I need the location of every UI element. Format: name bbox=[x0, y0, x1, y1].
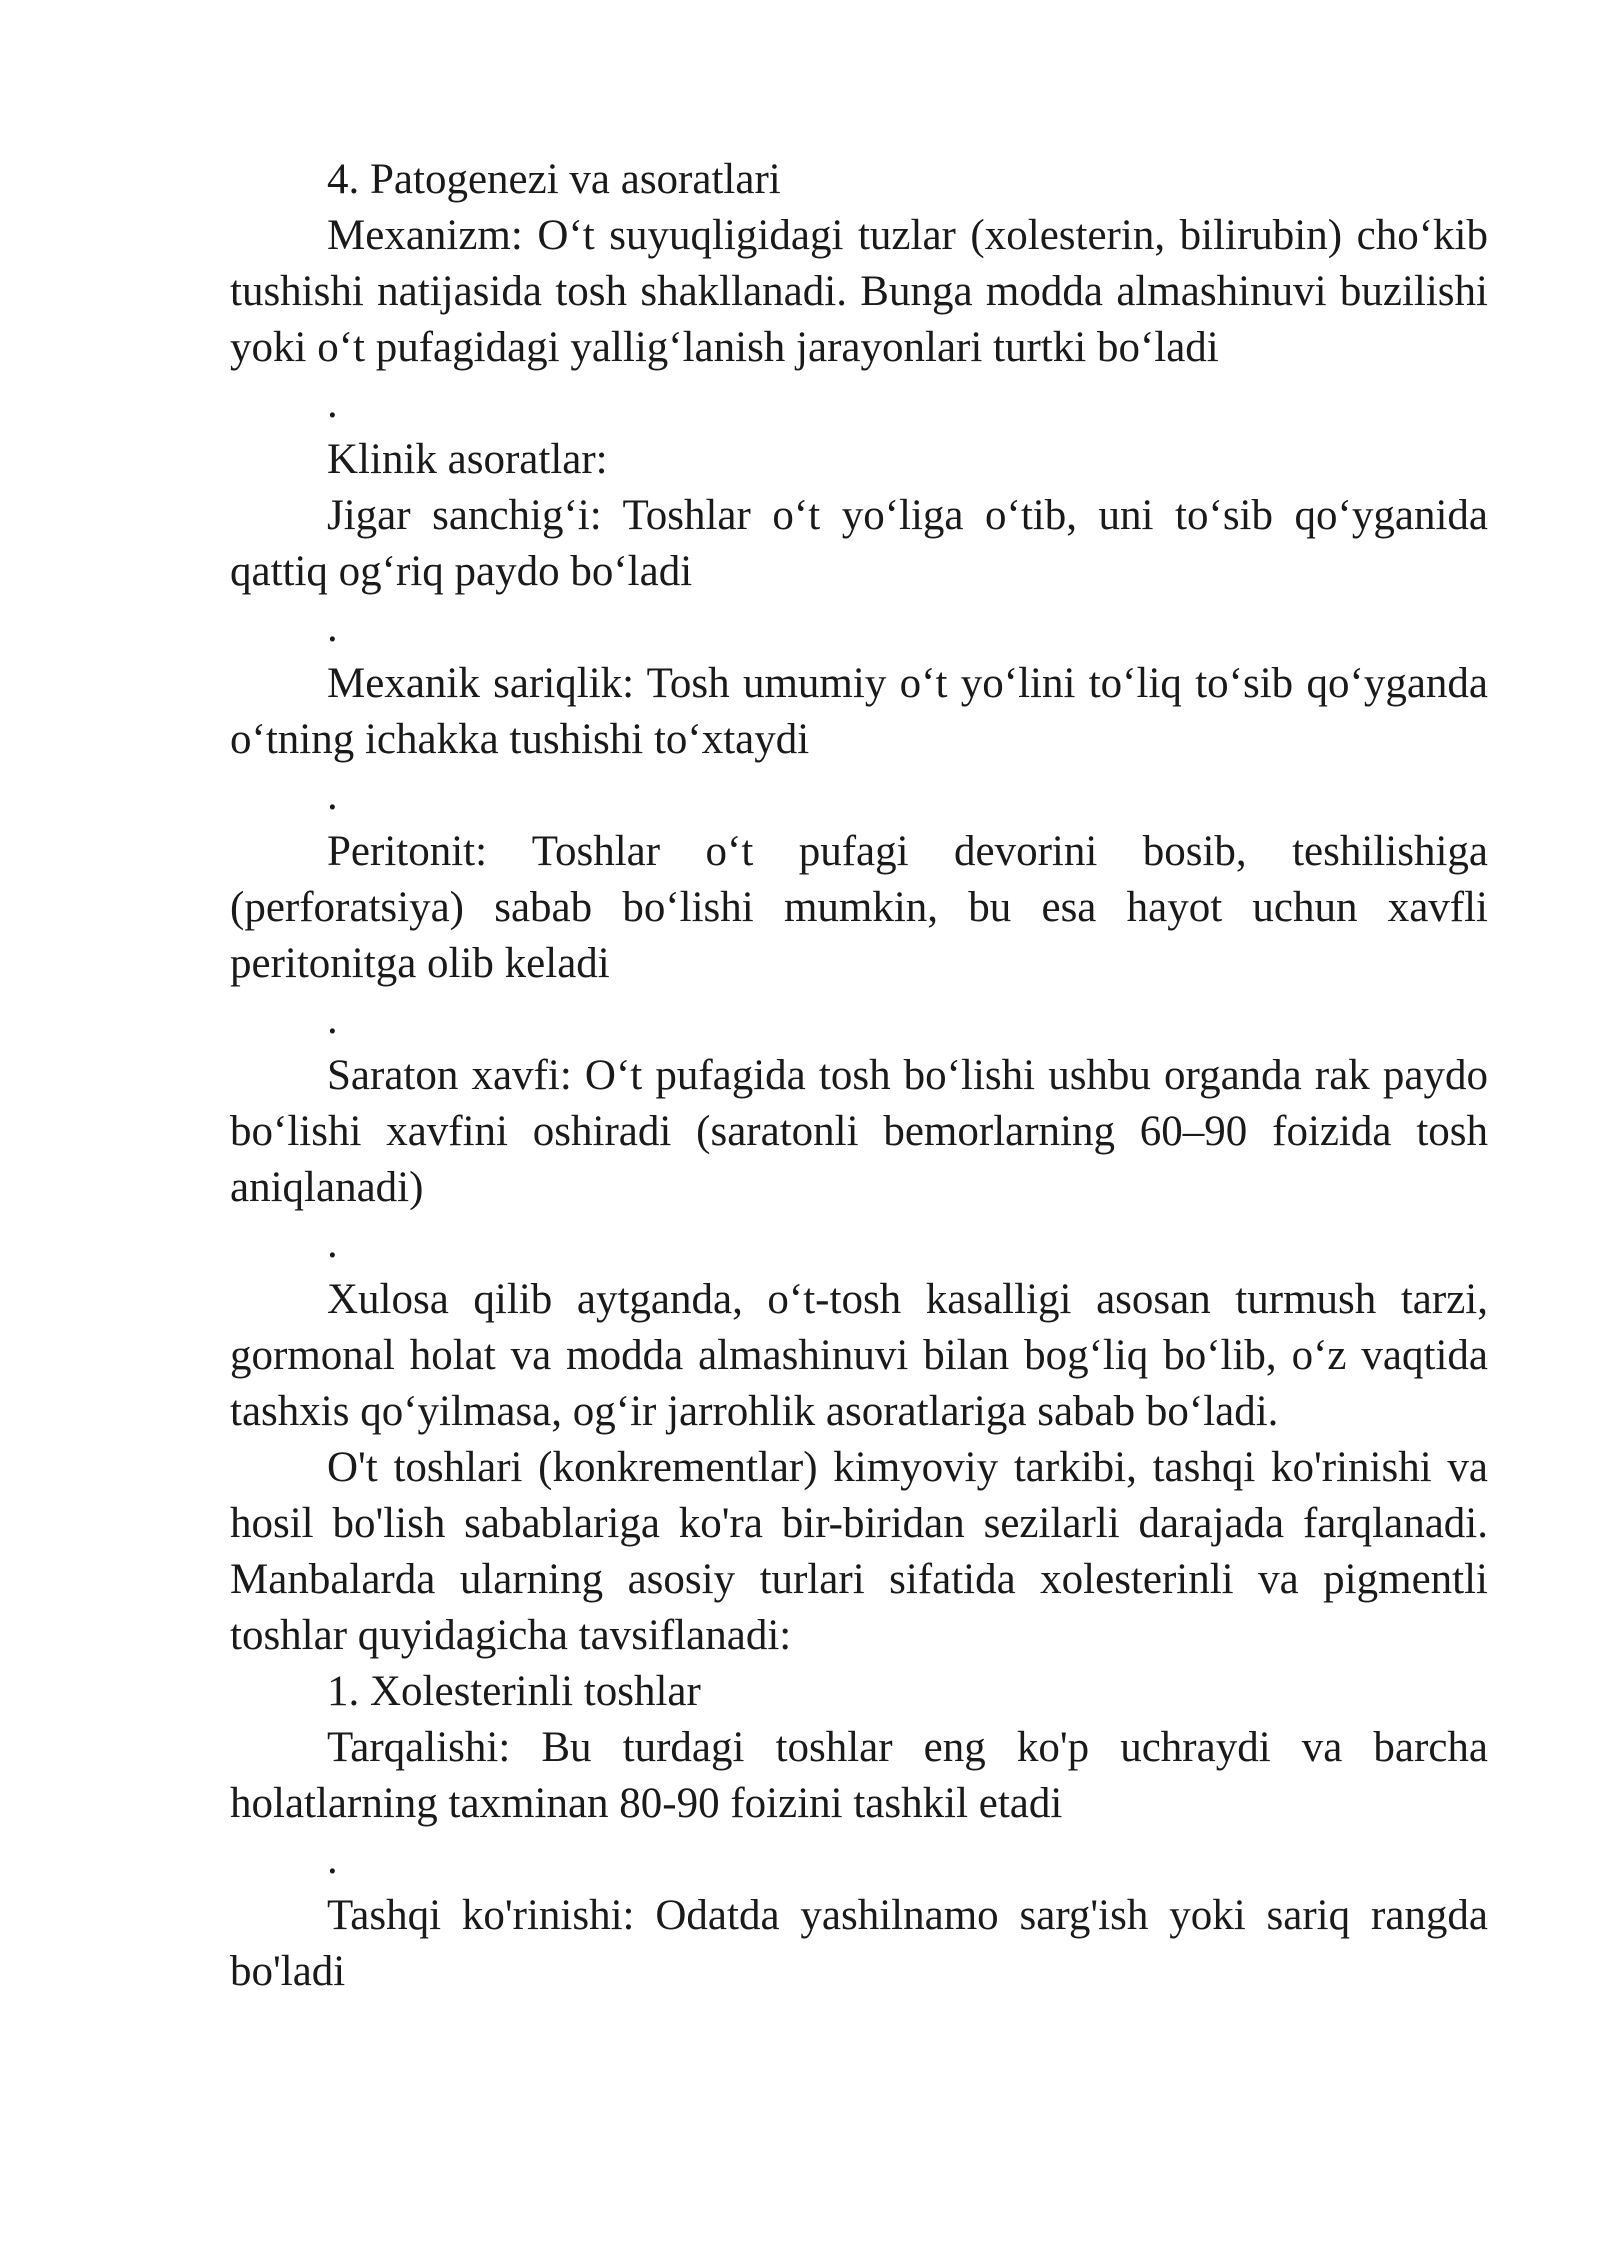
separator-dot: . bbox=[327, 772, 338, 819]
paragraph-stone-types-intro: O't toshlari (konkrementlar) kimyoviy tarkibi, tashqi ko'rinishi va hosil bo'lish sabablariga ko'ra bir-biridan sezilarli darajada farqlanadi. Manbalarda ularning asosiy turlari sifatida xolesterinli va pigmentli toshlar quyidagicha tavsiflanadi: bbox=[230, 1444, 1488, 1659]
paragraph-mechanical-jaundice: Mexanik sariqlik: Tosh umumiy o‘t yo‘lini to‘liq to‘sib qo‘yganda o‘tning ichakka tushishi to‘xtaydi bbox=[230, 660, 1488, 763]
paragraph-appearance: Tashqi ko'rinishi: Odatda yashilnamo sarg'ish yoki sariq rangda bo'ladi bbox=[230, 1892, 1488, 1995]
separator-dot: . bbox=[327, 604, 338, 651]
section-heading: 4. Patogenezi va asoratlari bbox=[327, 156, 781, 203]
separator-dot: . bbox=[327, 380, 338, 427]
paragraph-liver-colic: Jigar sanchig‘i: Toshlar o‘t yo‘liga o‘tib, uni to‘sib qo‘yganida qattiq og‘riq paydo bo‘ladi bbox=[230, 492, 1488, 595]
paragraph-clinical-complications-heading: Klinik asoratlar: bbox=[327, 436, 608, 483]
paragraph-peritonitis: Peritonit: Toshlar o‘t pufagi devorini bosib, teshilishiga (perforatsiya) sabab bo‘lishi mumkin, bu esa hayot uchun xavfli peritonitga olib keladi bbox=[230, 828, 1488, 987]
paragraph-mechanism: Mexanizm: O‘t suyuqligidagi tuzlar (xolesterin, bilirubin) cho‘kib tushishi natijasida tosh shakllanadi. Bunga modda almashinuvi buzilishi yoki o‘t pufagidagi yallig‘lanish jarayonlari turtki bo‘ladi bbox=[230, 212, 1488, 371]
document-page bbox=[230, 152, 1488, 2000]
separator-dot: . bbox=[327, 996, 338, 1043]
separator-dot: . bbox=[327, 1836, 338, 1883]
paragraph-cancer-risk: Saraton xavfi: O‘t pufagida tosh bo‘lishi ushbu organda rak paydo bo‘lishi xavfini oshiradi (saratonli bemorlarning 60–90 foizida tosh aniqlanadi) bbox=[230, 1052, 1488, 1211]
paragraph-conclusion: Xulosa qilib aytganda, o‘t-tosh kasalligi asosan turmush tarzi, gormonal holat va modda almashinuvi bilan bog‘liq bo‘lib, o‘z vaqtida tashxis qo‘yilmasa, og‘ir jarrohlik asoratlariga sabab bo‘ladi. bbox=[230, 1276, 1488, 1435]
separator-dot: . bbox=[327, 1220, 338, 1267]
paragraph-prevalence: Tarqalishi: Bu turdagi toshlar eng ko'p uchraydi va barcha holatlarning taxminan 80-90 foizini tashkil etadi bbox=[230, 1724, 1488, 1827]
subsection-heading-cholesterol-stones: 1. Xolesterinli toshlar bbox=[327, 1668, 701, 1715]
